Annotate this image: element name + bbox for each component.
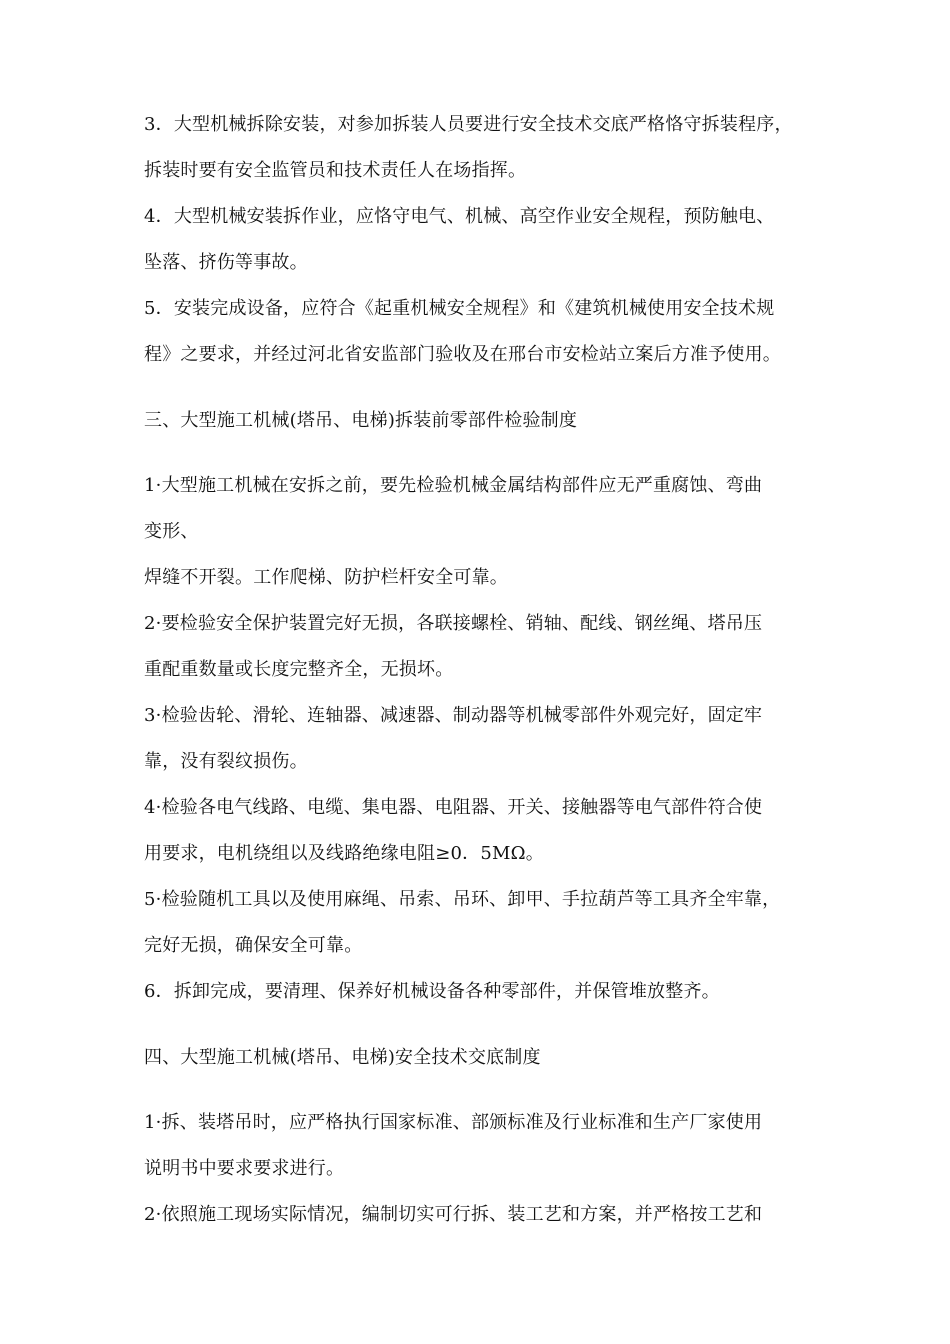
paragraph-line: 2·要检验安全保护装置完好无损，各联接螺栓、销轴、配线、钢丝绳、塔吊压	[144, 613, 763, 634]
paragraph-line: 5·检验随机工具以及使用麻绳、吊索、吊环、卸甲、手拉葫芦等工具齐全牢靠，	[144, 889, 781, 910]
paragraph-line: 2·依照施工现场实际情况，编制切实可行拆、装工艺和方案，并严格按工艺和	[144, 1204, 763, 1225]
paragraph-line: 变形、	[144, 521, 199, 542]
paragraph-line: 完好无损，确保安全可靠。	[144, 935, 363, 956]
section-heading: 三、大型施工机械(塔吊、电梯)拆装前零部件检验制度	[144, 410, 578, 431]
paragraph-line: 焊缝不开裂。工作爬梯、防护栏杆安全可靠。	[144, 567, 508, 588]
paragraph-line: 坠落、挤伤等事故。	[144, 252, 308, 273]
paragraph-line: 4·检验各电气线路、电缆、集电器、电阻器、开关、接触器等电气部件符合使	[144, 797, 763, 818]
paragraph-line: 5．安装完成设备，应符合《起重机械安全规程》和《建筑机械使用安全技术规	[144, 298, 775, 319]
paragraph-line: 重配重数量或长度完整齐全，无损坏。	[144, 659, 454, 680]
paragraph-line: 1·大型施工机械在安拆之前，要先检验机械金属结构部件应无严重腐蚀、弯曲	[144, 475, 763, 496]
paragraph-line: 说明书中要求要求进行。	[144, 1158, 345, 1179]
paragraph-line: 拆装时要有安全监管员和技术责任人在场指挥。	[144, 160, 527, 181]
paragraph-line: 3·检验齿轮、滑轮、连轴器、减速器、制动器等机械零部件外观完好，固定牢	[144, 705, 763, 726]
paragraph-line: 1·拆、装塔吊时，应严格执行国家标准、部颁标准及行业标准和生产厂家使用	[144, 1112, 763, 1133]
paragraph-line: 靠，没有裂纹损伤。	[144, 751, 308, 772]
section-heading: 四、大型施工机械(塔吊、电梯)安全技术交底制度	[144, 1047, 541, 1068]
paragraph-line: 程》之要求，并经过河北省安监部门验收及在邢台市安检站立案后方准予使用。	[144, 344, 781, 365]
paragraph-line: 用要求，电机绕组以及线路绝缘电阻≥0．5MΩ。	[144, 843, 544, 864]
paragraph-line: 4．大型机械安装拆作业，应恪守电气、机械、高空作业安全规程，预防触电、	[144, 206, 775, 227]
paragraph-line: 6．拆卸完成，要清理、保养好机械设备各种零部件，并保管堆放整齐。	[144, 981, 720, 1002]
paragraph-line: 3．大型机械拆除安装，对参加拆装人员要进行安全技术交底严格恪守拆装程序，	[144, 114, 793, 135]
